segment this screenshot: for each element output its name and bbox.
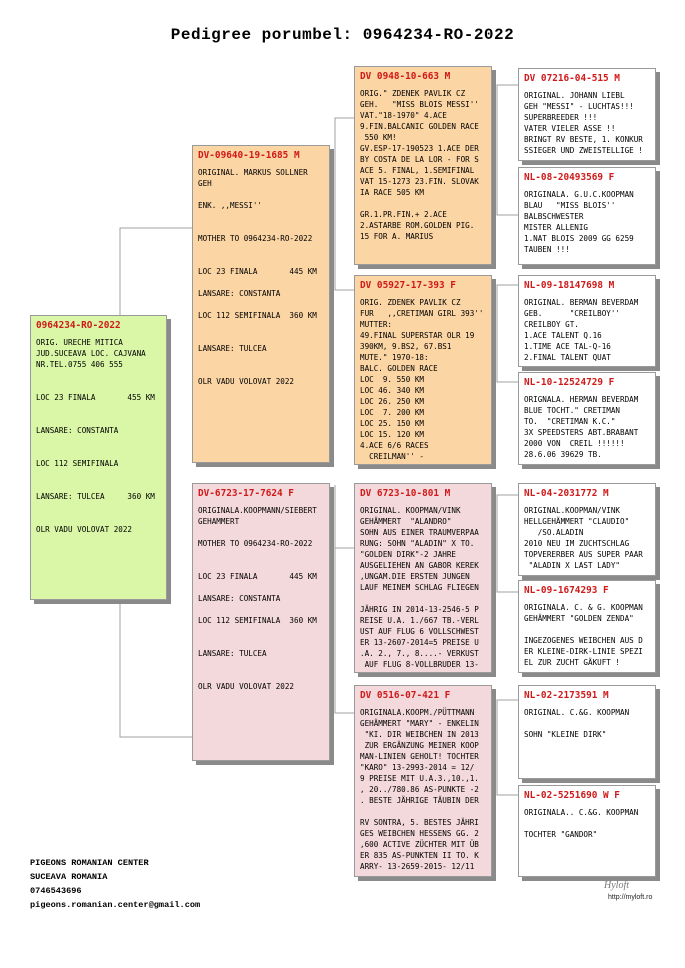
ring-number: DV 05927-17-393 F xyxy=(360,280,456,291)
pigeon-details xyxy=(524,602,650,668)
pigeon-card-dam xyxy=(192,483,330,761)
detail-line: LANSARE: TULCEA xyxy=(198,344,267,353)
detail-line xyxy=(198,299,324,310)
detail-line xyxy=(198,255,324,266)
detail-line: ER KLEINE-DIRK-LINIE SPEZI xyxy=(524,647,643,656)
detail-line: ORIGINAL. BERMAN BEVERDAM xyxy=(524,298,639,307)
detail-line xyxy=(198,670,324,681)
detail-line xyxy=(198,332,324,343)
detail-line xyxy=(198,277,324,288)
detail-line: IA RACE 505 KM xyxy=(360,188,425,197)
detail-line xyxy=(36,502,161,513)
detail-line: JÄHRIG IN 2014-13-2546-5 P xyxy=(360,605,479,614)
detail-line xyxy=(198,637,324,648)
detail-line: LAUF MEINEM SCHLAG FLIEGEN xyxy=(360,583,479,592)
detail-line xyxy=(198,365,324,376)
detail-line: ORIGINALA.. C.&G. KOOPMAN xyxy=(524,808,639,817)
detail-line xyxy=(198,626,324,637)
detail-line: SUPERBREEDER !!! xyxy=(524,113,598,122)
pigeon-details xyxy=(524,807,650,840)
detail-line: UST AUF FLUG 6 VOLLSCHWEST xyxy=(360,627,479,636)
ring-number: NL-02-2173591 M xyxy=(524,690,609,701)
detail-line: REISE U.A. 1./667 TB.-VERL xyxy=(360,616,479,625)
detail-line xyxy=(198,244,324,255)
detail-line: ZUR ERGÄNZUNG MEINER KOOP xyxy=(360,741,479,750)
detail-line: LANSARE: TULCEA xyxy=(198,649,267,658)
detail-line: BRINGT RV BESTE, 1. KONKUR xyxy=(524,135,643,144)
detail-line: 2000 VON CREIL !!!!!! xyxy=(524,439,625,448)
detail-line: ORIGINAL. MARKUS SOLLNER xyxy=(198,168,308,177)
detail-line: MOTHER TO 0964234-RO-2022 xyxy=(198,539,313,548)
detail-line xyxy=(36,513,161,524)
detail-line: ORIG. ZDENEK PAVLIK CZ xyxy=(360,298,461,307)
detail-line: TAUBEN !!! xyxy=(524,245,570,254)
ring-number: DV 0516-07-421 F xyxy=(360,690,451,701)
detail-line xyxy=(360,198,486,209)
detail-line: ORIG." ZDENEK PAVLIK CZ xyxy=(360,89,466,98)
pigeon-details xyxy=(524,297,650,363)
pigeon-card-sss xyxy=(518,68,656,161)
detail-line: BLAU "MISS BLOIS'' xyxy=(524,201,616,210)
ring-number: NL-02-5251690 W F xyxy=(524,790,620,801)
pigeon-details xyxy=(360,88,486,242)
detail-line: OLR VADU VOLOVAT 2022 xyxy=(198,682,295,691)
detail-line: . BESTE JÄHRIGE TÄUBIN DER xyxy=(360,796,479,805)
pigeon-details xyxy=(198,167,324,387)
detail-line: NR.TEL.0755 406 555 xyxy=(36,360,123,369)
detail-line: 550 KM! xyxy=(360,133,397,142)
detail-line: SSIEGER UND ZWEISTELLIGE ! xyxy=(524,146,643,155)
detail-line: HELLGEHÄMMERT "CLAUDIO" xyxy=(524,517,630,526)
detail-line: LOC 25. 150 KM xyxy=(360,419,425,428)
detail-line: FUR ,,CRETIMAN GIRL 393'' xyxy=(360,309,484,318)
detail-line: ORIGINAL. C.&G. KOOPMAN xyxy=(524,708,630,717)
pigeon-details xyxy=(36,337,161,535)
detail-line: ORIG. URECHE MITICA xyxy=(36,338,123,347)
detail-line xyxy=(36,469,161,480)
ring-number: NL-08-20493569 F xyxy=(524,172,615,183)
detail-line xyxy=(36,381,161,392)
pigeon-card-sire-dam xyxy=(354,275,492,465)
detail-line xyxy=(198,321,324,332)
detail-line xyxy=(360,593,486,604)
detail-line xyxy=(198,560,324,571)
pigeon-card-sdd xyxy=(518,372,656,465)
detail-line: GEH xyxy=(198,179,212,188)
detail-line: .A. 2., 7., 8....- VERKUST xyxy=(360,649,479,658)
pigeon-card-ssd xyxy=(518,167,656,265)
detail-line: GEB. "CREILBOY'' xyxy=(524,309,621,318)
ring-number: NL-10-12524729 F xyxy=(524,377,615,388)
pigeon-card-subject xyxy=(30,315,167,600)
detail-line xyxy=(198,659,324,670)
detail-line: LOC 112 SEMIFINALA xyxy=(36,459,119,468)
ring-number: DV 07216-04-515 M xyxy=(524,73,620,84)
detail-line: LOC 23 FINALA 445 KM xyxy=(198,572,317,581)
detail-line: ORIGINAL.KOOPMAN/VINK xyxy=(524,506,621,515)
pigeon-card-dam-sire xyxy=(354,483,492,673)
detail-line: LOC 23 FINALA 445 KM xyxy=(198,267,317,276)
detail-line: 9 PREISE MIT U.A.3.,10.,1. xyxy=(360,774,479,783)
pigeon-card-dds xyxy=(518,685,656,779)
detail-line: MISTER ALLENIG xyxy=(524,223,589,232)
detail-line: "ALADIN X LAST LADY" xyxy=(524,561,621,570)
detail-line: MAN-LINIEN GEHOLT! TOCHTER xyxy=(360,752,479,761)
ring-number: DV-09640-19-1685 M xyxy=(198,150,300,161)
detail-line: ER 835 AS-PUNKTEN II TO. K xyxy=(360,851,479,860)
detail-line: GEHÄMMERT "MARY" - ENKELIN xyxy=(360,719,479,728)
detail-line: BALBSCHWESTER xyxy=(524,212,584,221)
detail-line: ORIGINALA.KOOPMANN/SIEBERT xyxy=(198,506,317,515)
detail-line: VAT 15-1273 23.FIN. SLOVAK xyxy=(360,177,479,186)
detail-line xyxy=(198,549,324,560)
pigeon-details xyxy=(360,707,486,872)
detail-line: OLR VADU VOLOVAT 2022 xyxy=(198,377,295,386)
detail-line: /SO.ALADIN xyxy=(524,528,584,537)
website-link[interactable]: http://myloft.ro xyxy=(608,894,653,901)
detail-line: ORIGNALA. HERMAN BEVERDAM xyxy=(524,395,639,404)
detail-line: LANSARE: CONSTANTA xyxy=(36,426,119,435)
detail-line: LOC 9. 550 KM xyxy=(360,375,425,384)
detail-line: 1.NAT BLOIS 2009 GG 6259 xyxy=(524,234,634,243)
detail-line xyxy=(36,447,161,458)
detail-line xyxy=(524,818,650,829)
detail-line: LANSARE: CONSTANTA xyxy=(198,289,281,298)
pigeon-details xyxy=(524,90,650,156)
detail-line: GEHÄMMERT "ALANDRO" xyxy=(360,517,452,526)
detail-line xyxy=(198,582,324,593)
detail-line: CREILMAN'' - xyxy=(360,452,425,461)
pigeon-details xyxy=(524,394,650,460)
detail-line: MOTHER TO 0964234-RO-2022 xyxy=(198,234,313,243)
ring-number: DV 0948-10-663 M xyxy=(360,71,451,82)
breeder-phone: 0746543696 xyxy=(30,886,82,896)
pigeon-details xyxy=(524,707,650,740)
ring-number: DV-6723-17-7624 F xyxy=(198,488,294,499)
detail-line xyxy=(524,718,650,729)
detail-line: LOC 15. 120 KM xyxy=(360,430,425,439)
detail-line: "KARO" 13-2993-2014 = 12/ xyxy=(360,763,475,772)
detail-line: GEHAMMERT xyxy=(198,517,240,526)
detail-line xyxy=(524,624,650,635)
detail-line: CREILBOY GT. xyxy=(524,320,579,329)
detail-line: BLUE TOCHT." CRETIMAN xyxy=(524,406,621,415)
detail-line: AUF FLUG 8-VOLLBRUDER 13- xyxy=(360,660,479,669)
detail-line: AUSGELIEHEN AN GABOR KEREK xyxy=(360,561,479,570)
detail-line: ORIGINALA. C. & G. KOOPMAN xyxy=(524,603,643,612)
pigeon-card-ddd xyxy=(518,785,656,877)
detail-line: LOC 112 SEMIFINALA 360 KM xyxy=(198,616,317,625)
pigeon-card-sds xyxy=(518,275,656,367)
detail-line: VATER VIELER ASSE !! xyxy=(524,124,616,133)
pigeon-card-sire xyxy=(192,145,330,463)
detail-line: JUD.SUCEAVA LOC. CAJVANA xyxy=(36,349,146,358)
detail-line: INGEZOGENES WEIBCHEN AUS D xyxy=(524,636,643,645)
detail-line xyxy=(198,222,324,233)
detail-line: ,UNGAM.DIE ERSTEN JUNGEN xyxy=(360,572,470,581)
detail-line: GV.ESP-17-190523 1.ACE DER xyxy=(360,144,479,153)
detail-line xyxy=(360,806,486,817)
detail-line: GEHÄMMERT "GOLDEN ZENDA" xyxy=(524,614,634,623)
ring-number: NL-09-1674293 F xyxy=(524,585,609,596)
detail-line: GES WEIBCHEN HESSENS GG. 2 xyxy=(360,829,479,838)
detail-line xyxy=(36,436,161,447)
detail-line: 28.6.06 39629 TB. xyxy=(524,450,602,459)
detail-line: ORIGINAL. KOOPMAN/VINK xyxy=(360,506,461,515)
detail-line: 1.ACE TALENT Q.16 xyxy=(524,331,602,340)
detail-line: 4.ACE 6/6 RACES xyxy=(360,441,429,450)
detail-line: 2.FINAL TALENT QUAT xyxy=(524,353,611,362)
detail-line: MUTE." 1970-18: xyxy=(360,353,429,362)
detail-line: GR.1.PR.FIN.+ 2.ACE xyxy=(360,210,447,219)
detail-line: SOHN "KLEINE DIRK" xyxy=(524,730,607,739)
detail-line xyxy=(36,403,161,414)
detail-line: MUTTER: xyxy=(360,320,393,329)
detail-line: LANSARE: TULCEA 360 KM xyxy=(36,492,155,501)
detail-line: BY COSTA DE LA LOR - FOR S xyxy=(360,155,479,164)
detail-line: LOC 112 SEMIFINALA 360 KM xyxy=(198,311,317,320)
pigeon-details xyxy=(524,505,650,571)
detail-line: ORIGINALA.KOOPM./PÜTTMANN xyxy=(360,708,475,717)
detail-line: RUNG: SOHN "ALADIN" X TO. xyxy=(360,539,475,548)
detail-line: GEH "MESSI" - LUCHTAS!!! xyxy=(524,102,634,111)
page-title: Pedigree porumbel: 0964234-RO-2022 xyxy=(170,26,515,44)
detail-line: ENK. ,,MESSI'' xyxy=(198,201,263,210)
detail-line xyxy=(198,211,324,222)
detail-line: LOC 46. 340 KM xyxy=(360,386,425,395)
detail-line: TOPVERERBER AUS SUPER PAAR xyxy=(524,550,643,559)
detail-line: OLR VADU VOLOVAT 2022 xyxy=(36,525,133,534)
detail-line: 49.FINAL SUPERSTAR OLR 19 xyxy=(360,331,475,340)
ring-number: DV 6723-10-801 M xyxy=(360,488,451,499)
detail-line xyxy=(198,604,324,615)
detail-line: ARRY- 13-2659-2015- 12/11 xyxy=(360,862,475,871)
detail-line xyxy=(36,370,161,381)
detail-line: ER 13-2607-2014=5 PREISE U xyxy=(360,638,479,647)
pigeon-card-dam-dam xyxy=(354,685,492,877)
detail-line xyxy=(198,189,324,200)
detail-line: 2.ASTARBE ROM.GOLDEN PIG. xyxy=(360,221,475,230)
detail-line: GEH. "MISS BLOIS MESSI'' xyxy=(360,100,479,109)
detail-line: TO. "CRETIMAN K.C." xyxy=(524,417,616,426)
detail-line: LOC 23 FINALA 455 KM xyxy=(36,393,155,402)
ring-number: 0964234-RO-2022 xyxy=(36,320,121,331)
detail-line: 9.FIN.BALCANIC GOLDEN RACE xyxy=(360,122,479,131)
detail-line xyxy=(198,354,324,365)
detail-line: 2010 NEU IM ZUCHTSCHLAG xyxy=(524,539,630,548)
detail-line: LOC 26. 250 KM xyxy=(360,397,425,406)
detail-line: "GOLDEN DIRK"-2 JAHRE xyxy=(360,550,457,559)
detail-line: ,600 ACTIVE ZÜCHTER MIT ÜB xyxy=(360,840,479,849)
pigeon-details xyxy=(360,297,486,462)
detail-line: ACE 5. FINAL, 1.SEMIFINAL xyxy=(360,166,475,175)
detail-line: 15 FOR A. MARIUS xyxy=(360,232,434,241)
detail-line: RV SONTRA, 5. BESTES JÄHRI xyxy=(360,818,479,827)
detail-line: LANSARE: CONSTANTA xyxy=(198,594,281,603)
detail-line: VAT."18-1970" 4.ACE xyxy=(360,111,447,120)
detail-line: 1.TIME ACE TAL-Q-16 xyxy=(524,342,611,351)
detail-line: LOC 7. 200 KM xyxy=(360,408,425,417)
detail-line: 3X SPEEDSTERS ABT.BRABANT xyxy=(524,428,639,437)
ring-number: NL-09-18147698 M xyxy=(524,280,615,291)
ring-number: NL-04-2031772 M xyxy=(524,488,609,499)
detail-line: BALC. GOLDEN RACE xyxy=(360,364,438,373)
pigeon-card-dsd xyxy=(518,580,656,673)
pigeon-details xyxy=(524,189,650,255)
detail-line: , 20../780.86 AS-PUNKTE -2 xyxy=(360,785,479,794)
pigeon-card-dss xyxy=(518,483,656,576)
detail-line xyxy=(36,480,161,491)
breeder-location: SUCEAVA ROMANIA xyxy=(30,872,108,882)
breeder-email: pigeons.romanian.center@gmail.com xyxy=(30,900,201,910)
pigeon-details xyxy=(360,505,486,670)
pigeon-details xyxy=(198,505,324,692)
breeder-contact xyxy=(30,856,200,912)
detail-line: SOHN AUS EINER TRAUMVERPAA xyxy=(360,528,479,537)
detail-line: "KI. DIR WEIBCHEN IN 2013 xyxy=(360,730,479,739)
breeder-name: PIGEONS ROMANIAN CENTER xyxy=(30,858,149,868)
signature-logo: Hyloft xyxy=(604,880,629,891)
detail-line xyxy=(36,414,161,425)
detail-line: EL ZUR ZUCHT GÄKUFT ! xyxy=(524,658,621,667)
pigeon-card-sire-sire xyxy=(354,66,492,265)
detail-line: ORIGINAL. JOHANN LIEBL xyxy=(524,91,625,100)
detail-line: ORIGINALA. G.U.C.KOOPMAN xyxy=(524,190,634,199)
detail-line: 390KM, 9.BS2, 67.BS1 xyxy=(360,342,452,351)
detail-line xyxy=(198,527,324,538)
detail-line: TOCHTER "GANDOR" xyxy=(524,830,598,839)
